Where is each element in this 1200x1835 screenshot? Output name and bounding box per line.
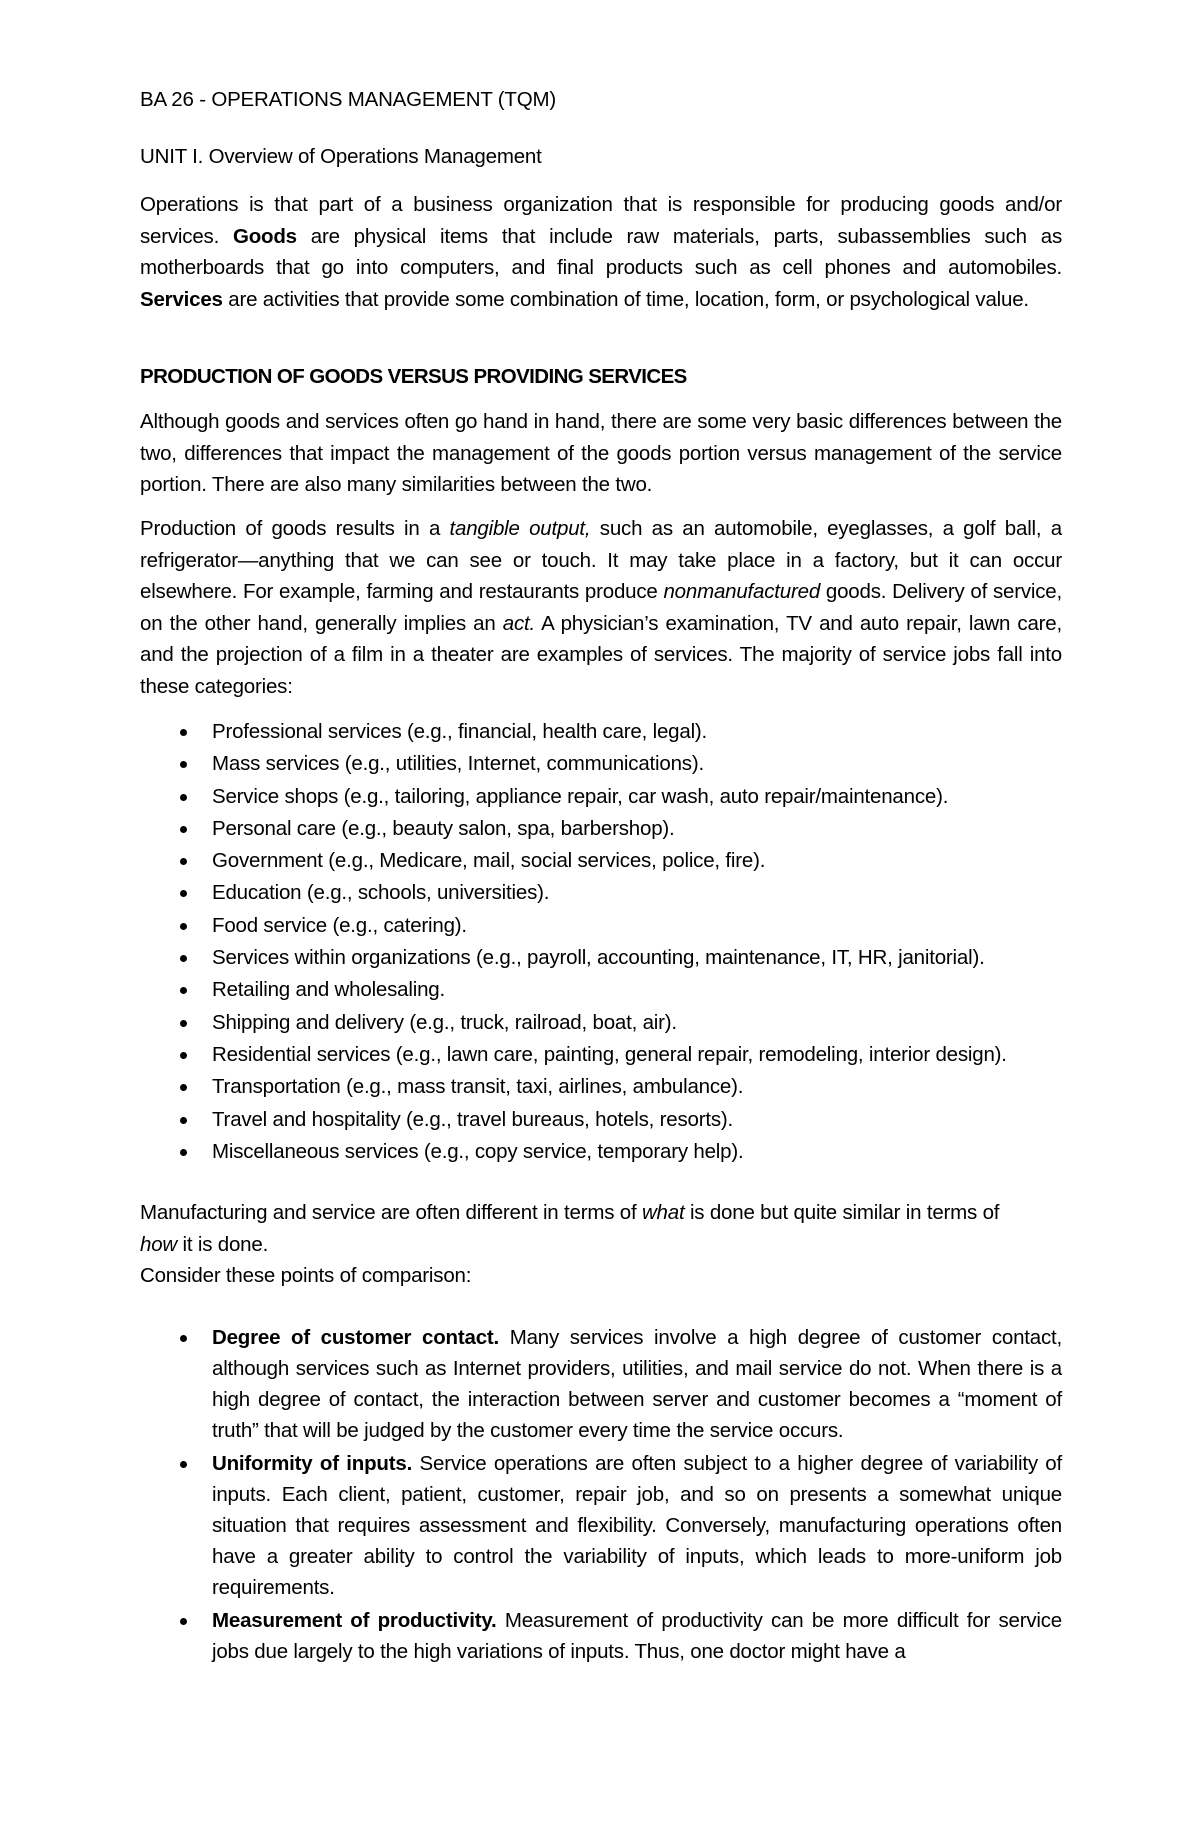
list-item: Travel and hospitality (e.g., travel bureaus, hotels, resorts). (140, 1104, 1007, 1136)
list-item: Transportation (e.g., mass transit, taxi, airlines, ambulance). (140, 1071, 1007, 1103)
paragraph-text: goods. Delivery of service, on the other hand, generally implies an (140, 580, 1062, 635)
point-text: Many services involve a high degree of customer contact, although services such as Internet providers, utilities, and mail service do not. When there is a high degree of contact, the interaction between server and customer becomes a “moment of truth” that will be judged by the customer every time the service occurs. (212, 1326, 1063, 1442)
intro-paragraph (140, 189, 1062, 315)
paragraph-text: A physician’s examination, TV and auto repair, lawn care, and the projection of a film in a theater are examples of services. The majority of service jobs fall into these categories: (140, 611, 1062, 698)
paragraph-text: Consider these points of comparison: (140, 1264, 472, 1287)
production-paragraph (140, 513, 1062, 702)
list-item: Government (e.g., Medicare, mail, social services, police, fire). (140, 845, 1007, 877)
service-categories-list (140, 716, 1007, 1168)
paragraph-text: Production of goods results in a (140, 517, 441, 540)
point-term: Measurement of productivity. (212, 1609, 497, 1632)
list-item (140, 1605, 1062, 1667)
list-item: Services within organizations (e.g., payroll, accounting, maintenance, IT, HR, janitorial). (140, 942, 1007, 974)
point-text: Service operations are often subject to a higher degree of variability of inputs. Each client, patient, customer, repair job, and so on presents a somewhat unique situation that requires assessment and flexibility. Conversely, manufacturing operations often have a greater ability to control the variability of inputs, which leads to more-uniform job requirements. (212, 1452, 1063, 1599)
emphasis-what: what (641, 1201, 685, 1224)
point-term: Degree of customer contact. (212, 1326, 500, 1349)
list-item: Shipping and delivery (e.g., truck, railroad, boat, air). (140, 1007, 1007, 1039)
paragraph-text: Manufacturing and service are often different in terms of (140, 1201, 637, 1224)
list-item (140, 1322, 1062, 1446)
list-item: Residential services (e.g., lawn care, painting, general repair, remodeling, interior design). (140, 1039, 1007, 1071)
services-definition: are activities that provide some combination of time, location, form, or psychological value. (228, 287, 1029, 311)
intro-sentence: Operations is that part of a business organization that is responsible for producing goods and/or services. (140, 193, 1062, 248)
list-item: Mass services (e.g., utilities, Internet, communications). (140, 748, 1007, 780)
list-item (140, 1448, 1062, 1603)
emphasis-tangible: tangible output, (449, 517, 591, 540)
emphasis-how: how (140, 1232, 178, 1256)
goods-definition: are physical items that include raw materials, parts, subassemblies such as motherboards that go into computers, and final products such as cell phones and automobiles. (140, 224, 1062, 279)
services-term: Services (140, 287, 223, 311)
goods-term: Goods (232, 224, 297, 248)
paragraph-text: such as an automobile, eyeglasses, a golf ball, a refrigerator—anything that we can see or touch. It may take place in a factory, but it can occur elsewhere. For example, farming and restaurants produce (140, 517, 1062, 603)
point-term: Uniformity of inputs. (212, 1452, 413, 1475)
paragraph-text: is done but quite similar in terms of (689, 1201, 1000, 1224)
emphasis-nonmanufactured: nonmanufactured (663, 580, 821, 603)
point-text: Measurement of productivity can be more difficult for service jobs due largely to the high variations of inputs. Thus, one doctor might have a (212, 1609, 1063, 1663)
list-item: Education (e.g., schools, universities). (140, 877, 1007, 909)
emphasis-act: act. (502, 611, 536, 635)
comparison-points-list (140, 1322, 1062, 1669)
goods-services-paragraph: Although goods and services often go hand in hand, there are some very basic differences between the two, differences that impact the management of the goods portion versus management of the service portion. There are also many similarities between the two. (140, 410, 1062, 496)
course-title: BA 26 - OPERATIONS MANAGEMENT (TQM) (140, 88, 556, 111)
list-item: Food service (e.g., catering). (140, 910, 1007, 942)
list-item: Miscellaneous services (e.g., copy service, temporary help). (140, 1136, 1007, 1168)
list-item: Retailing and wholesaling. (140, 974, 1007, 1006)
unit-title: UNIT I. Overview of Operations Management (140, 145, 542, 168)
list-item: Service shops (e.g., tailoring, appliance repair, car wash, auto repair/maintenance). (140, 781, 1007, 813)
paragraph-text: it is done. (182, 1232, 269, 1256)
section-heading: PRODUCTION OF GOODS VERSUS PROVIDING SERVICES (140, 365, 687, 388)
comparison-intro-paragraph (140, 1197, 1062, 1292)
list-item: Professional services (e.g., financial, health care, legal). (140, 716, 1007, 748)
list-item: Personal care (e.g., beauty salon, spa, barbershop). (140, 813, 1007, 845)
